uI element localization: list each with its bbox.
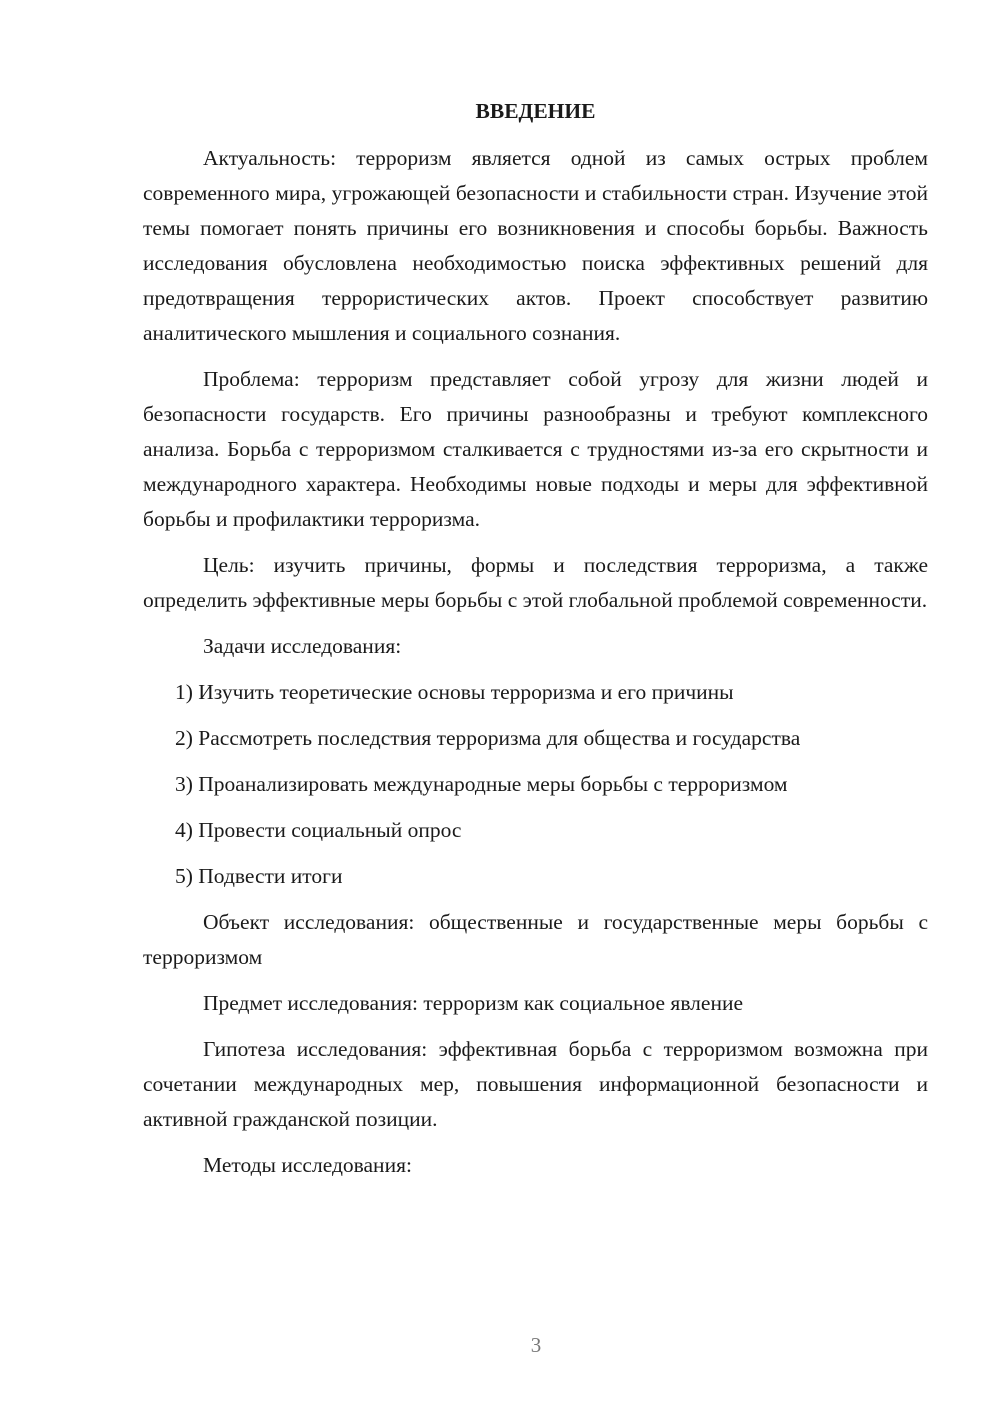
hypothesis-paragraph: Гипотеза исследования: эффективная борьба с терроризмом возможна при сочетании международных мер, повышения информационной безопасности и активной гражданской позиции. <box>143 1037 928 1131</box>
relevance-paragraph: Актуальность: терроризм является одной из самых острых проблем современного мира, угрожающей безопасности и стабильности стран. Изучение этой темы помогает понять причины его возникновения и способы борьбы. Важность исследования обусловлена необходимостью поиска эффективных решений для предотвращения террористических актов. Проект способствует развитию аналитического мышления и социального сознания. <box>143 146 928 345</box>
problem-paragraph: Проблема: терроризм представляет собой угрозу для жизни людей и безопасности государств. Его причины разнообразны и требуют комплексного анализа. Борьба с терроризмом сталкивается с трудностями из-за его скрытности и международного характера. Необходимы новые подходы и меры для эффективной борьбы и профилактики терроризма. <box>143 367 928 531</box>
object-paragraph: Объект исследования: общественные и государственные меры борьбы с терроризмом <box>143 910 928 969</box>
tasks-list <box>143 675 928 894</box>
page-content <box>143 94 928 1194</box>
goal-paragraph: Цель: изучить причины, формы и последствия терроризма, а также определить эффективные меры борьбы с этой глобальной проблемой современности. <box>143 553 928 612</box>
subject-paragraph: Предмет исследования: терроризм как социальное явление <box>203 991 744 1015</box>
list-item: 4) Провести социальный опрос <box>175 818 462 842</box>
list-item: 5) Подвести итоги <box>175 864 343 888</box>
tasks-intro: Задачи исследования: <box>203 634 402 658</box>
section-heading: ВВЕДЕНИЕ <box>475 99 596 123</box>
methods-paragraph: Методы исследования: <box>203 1153 412 1177</box>
list-item: 2) Рассмотреть последствия терроризма для общества и государства <box>175 726 801 750</box>
page-number: 3 <box>530 1333 542 1357</box>
list-item: 1) Изучить теоретические основы терроризма и его причины <box>175 680 734 704</box>
list-item: 3) Проанализировать международные меры борьбы с терроризмом <box>175 772 788 796</box>
